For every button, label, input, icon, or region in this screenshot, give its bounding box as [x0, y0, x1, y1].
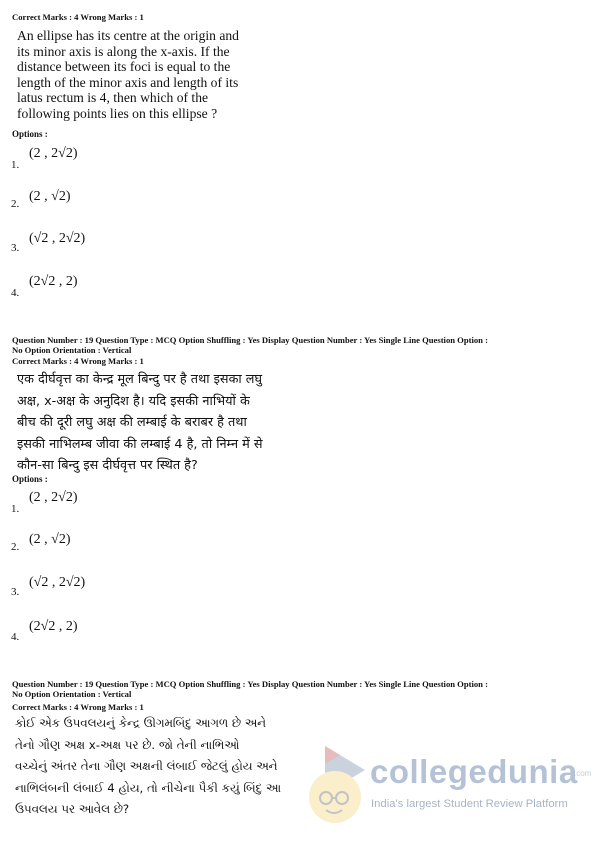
question-line: કોઈ એક ઉપવલયનું કેન્દ્ર ઊગમબિંદુ આગળ છે અને — [15, 716, 266, 730]
option-2[interactable]: (2 , √2) — [29, 189, 71, 204]
option-number: 2. — [11, 541, 20, 553]
option-number: 3. — [11, 586, 20, 598]
option-4[interactable]: (2√2 , 2) — [29, 274, 78, 289]
question-header: No Option Orientation : Vertical — [12, 345, 132, 355]
option-4[interactable]: (2√2 , 2) — [29, 619, 78, 634]
marks-info: Correct Marks : 4 Wrong Marks : 1 — [12, 702, 144, 712]
question-header: Question Number : 19 Question Type : MCQ Option Shuffling : Yes Display Question Number : Yes Single Line Question Option : — [12, 335, 488, 345]
question-line: An ellipse has its centre at the origin and — [17, 28, 239, 43]
question-line: length of the minor axis and length of its — [17, 74, 239, 90]
options-label: Options : — [12, 129, 48, 139]
question-line: बीच की दूरी लघु अक्ष की लम्बाई के बराबर है तथा — [17, 415, 247, 431]
option-number: 3. — [11, 242, 20, 254]
watermark-brand: collegedunia — [370, 753, 578, 790]
option-number: 4. — [11, 631, 20, 643]
option-2[interactable]: (2 , √2) — [29, 532, 71, 547]
question-text — [15, 713, 281, 821]
question-line: इसकी नाभिलम्ब जीवा की लम्बाई 4 है, तो निम्न में से — [17, 436, 263, 452]
option-1[interactable]: (2 , 2√2) — [29, 490, 78, 505]
option-number: 1. — [11, 159, 20, 171]
question-line: ઉપવલય પર આવેલ છે? — [15, 802, 130, 817]
marks-info: Correct Marks : 4 Wrong Marks : 1 — [12, 356, 144, 366]
question-line: कौन-सा बिन्दु इस दीर्घवृत्त पर स्थित है? — [17, 458, 198, 474]
question-line: તેનો ગૌણ અક્ષ x-અક્ષ પર છે. જો તેની નાભિઓ — [15, 737, 240, 752]
marks-info: Correct Marks : 4 Wrong Marks : 1 — [12, 12, 144, 22]
question-text — [17, 28, 239, 121]
option-3[interactable]: (√2 , 2√2) — [29, 575, 86, 590]
question-line: distance between its foci is equal to the — [17, 59, 231, 74]
question-line: following points lies on this ellipse ? — [17, 105, 218, 121]
question-line: વચ્ચેનું અંતર તેના ગૌણ અક્ષની લંબાઈ જેટલું હોય અને — [15, 759, 278, 774]
question-line: latus rectum is 4, then which of the — [17, 90, 209, 105]
question-header: Question Number : 19 Question Type : MCQ Option Shuffling : Yes Display Question Number : Yes Single Line Question Option : — [12, 679, 488, 689]
question-header: No Option Orientation : Vertical — [12, 689, 132, 699]
option-1[interactable]: (2 , 2√2) — [29, 146, 78, 161]
option-number: 4. — [11, 287, 20, 299]
option-3[interactable]: (√2 , 2√2) — [29, 231, 86, 246]
question-line: નાભિલંબની લંબાઈ 4 હોય, તો નીચેના પૈકી કયું બિંદુ આ — [15, 780, 281, 795]
option-number: 2. — [11, 198, 20, 210]
option-number: 1. — [11, 503, 20, 515]
watermark-tagline: India's largest Student Review Platform — [371, 798, 568, 810]
question-text — [17, 369, 263, 477]
watermark-suffix: .com — [574, 769, 592, 778]
question-line: अक्ष, x-अक्ष के अनुदिश है। यदि इसकी नाभियों के — [17, 393, 250, 409]
question-line: एक दीर्घवृत्त का केन्द्र मूल बिन्दु पर है तथा इसका लघु — [17, 372, 263, 387]
options-label: Options : — [12, 474, 48, 484]
question-line: its minor axis is along the x-axis. If the — [17, 43, 230, 59]
